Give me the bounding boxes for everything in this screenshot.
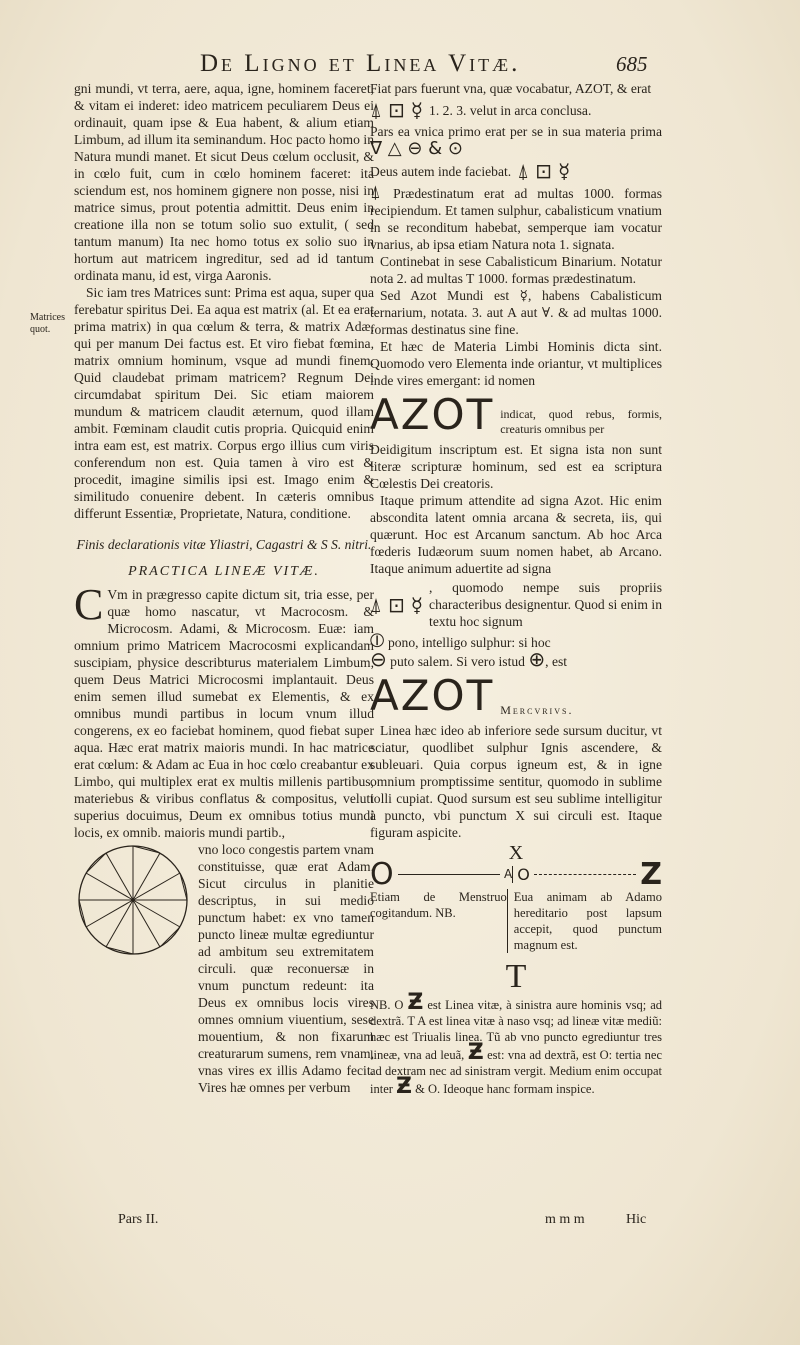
square-cross-icon: ⊡ xyxy=(388,98,405,122)
right-paragraph-8: Linea hæc ideo ab inferiore sede sursum ducitur, vt sciatur, quodlibet sulphur Ignis ascendere, & subleuari. Quia corpus igneum est, & in igne omnium promptissime sentitur, quomodo in sublime tolli cupiat. Quod sursum est seu sublime intelligitur à puncto, vbi punctum X sui circuli est. Itaque figuram aspicite. xyxy=(370,723,662,840)
left-paragraph-2: Sic iam tres Matrices sunt: Prima est aqua, super qua ferebatur spiritus Dei. Ea aqua est matrix (al. Et ea erat prima matrix) in qua cœlum & terra, & matrix Adæ, qui per manum Dei factus est. Et viro fiebat fœmina, matrix omnium hominum, vsque ad mundi finem. Quid claudebat primam matricem? Regnum Dei circumdabat spiritum Dei. Sic etiam maiorem mundum & matricem claudit æternum, quod illam ambit. Fœminam claudit cutis propria. Quicquid enim intra eam est, est matrix. Corpus ergo illius cum viris conferendum non est. Quia tamen à viro est & procedit, imagine similis ipsi est. Imago enim & similitudo conuenire debent. In cæteris omnibus differunt Essentiæ, Proprietate, Natura, conditione. xyxy=(74,285,374,521)
right-paragraph-9c: est: vna ad dextrã, est O: tertia nec ad dextram nec ad sinistram vergit. Medium enim occupat inter xyxy=(370,1048,662,1096)
mercurius-label: Mercvrivs. xyxy=(500,703,574,717)
sulphur-circle-icon: ⦶ xyxy=(370,628,385,652)
right-paragraph-9d: & O. Ideoque hanc formam inspice. xyxy=(415,1082,595,1096)
salt-circle-icon: ⊖ xyxy=(370,647,387,671)
square-cross-icon-2: ⊡ xyxy=(535,159,552,183)
right-paragraph-1b: 1. 2. 3. velut in arca conclusa. xyxy=(429,102,592,118)
large-t-letter: T xyxy=(505,958,527,995)
left-paragraph-3 xyxy=(74,580,374,841)
running-title: De Ligno et Linea Vitæ. xyxy=(200,50,521,77)
right-paragraph-7c-text: pono, intelligo sulphur: si hoc xyxy=(387,635,551,650)
right-paragraph-4: Sed Azot Mundi est ☿, habens Cabalisticum ternarium, notata. 3. aut A aut ∀. & ad multas 1000. formas destinatus sine fine. xyxy=(370,288,662,337)
right-paragraph-9a: NB. O xyxy=(370,998,404,1012)
right-paragraph-1c-text: Pars ea vnica primo erat per se in sua materia prima xyxy=(370,124,662,139)
right-paragraph-1a: Fiat pars fuerunt vna, quæ vocabatur, AZOT, & erat xyxy=(370,81,652,96)
azot-large-word: AZOT xyxy=(370,390,495,439)
right-column xyxy=(370,80,662,1097)
alchemical-symbol-row-3 xyxy=(370,579,662,630)
section-title: PRACTICA LINEÆ VITÆ. xyxy=(128,564,320,579)
right-paragraph-9b: est Linea vitæ, à sinistra aure hominis vsq; ad dextrã. T A est linea vitæ à naso vsq; ad lineæ vitæ mediũ: hæc est Triualis linea. Tũ ab vno puncto egrediuntur tres lineæ, vna ad leuã, xyxy=(370,998,662,1062)
right-paragraph-7d xyxy=(370,647,662,671)
right-paragraph-2 xyxy=(370,184,662,253)
right-paragraph-5: Et hæc de Materia Limbi Hominis dicta sint. Quomodo vero Elementa inde oriantur, vt multiplices inde vires emergant: id nomen xyxy=(370,339,662,388)
right-paragraph-3: Continebat in sese Cabalisticum Binarium. Notatur nota 2. ad multas T 1000. formas prædestinatum. xyxy=(370,254,662,286)
diagram-x-label: X xyxy=(508,842,524,864)
mercury-icon-2: ☿ xyxy=(557,159,571,183)
alchemical-symbol-row-1 xyxy=(370,99,662,121)
signature-mmm: m m m xyxy=(545,1212,585,1227)
right-paragraph-7d-text: puto salem. Si vero istud xyxy=(390,654,525,669)
azot-mercurius-row xyxy=(370,671,662,720)
diagram-right-z: Z xyxy=(640,857,663,892)
azot-heading-row xyxy=(370,390,662,439)
margin-note: Matrices quot. xyxy=(30,312,65,335)
sulphur-icon: ⍋ xyxy=(370,182,394,203)
mercury-circle-icon: ⊕ xyxy=(528,647,546,671)
line-diagram xyxy=(370,857,663,892)
zeta-symbol-icon-3: Ƶ xyxy=(396,1074,412,1099)
left-column xyxy=(74,80,374,1096)
right-paragraph-7: Itaque primum attendite ad signa Azot. Hic enim abscondita latent omnia arcana & secreta, iis, qui quærunt. Hoc est Arcanum sanctum. Ab hoc Arca fœderis Iudæorum suum nomen habet, ab Arcano. Itaque animum aduertite ad signa xyxy=(370,493,662,576)
right-paragraph-6: Deidigitum inscriptum est. Et signa ista non sunt literæ scripturæ hominum, sed est ea scriptura Cœlestis Dei creatoris. xyxy=(370,442,662,491)
split-right: Eua animam ab Adamo hereditario post lapsum accepit, quod punctum magnum est. xyxy=(507,889,662,953)
diagram-left-circle: O xyxy=(370,857,394,892)
mercury-icon-3: ☿ xyxy=(410,592,424,617)
right-paragraph-9 xyxy=(370,990,662,1099)
page-number: 685 xyxy=(616,52,648,76)
right-paragraph-2-text: Prædestinatum erat ad multas 1000. formas recipiendum. Et tamen sulphur, cabalisticum vnatium in se reconditum habebat, semperque iam vocatur vnarius, ab ipsa etiam Natura nota 1. signata. xyxy=(370,186,662,252)
circle-diagram-icon xyxy=(74,841,192,959)
square-cross-icon-3: ⊡ xyxy=(388,592,405,617)
triangle-cross-icon-2: ⍋ xyxy=(517,159,530,183)
right-paragraph-1c xyxy=(370,123,662,158)
catchword: Hic xyxy=(626,1212,647,1227)
diagram-mid-o: O xyxy=(512,866,530,883)
page-footer xyxy=(0,1212,800,1236)
right-paragraph-1d: Deus autem inde faciebat. xyxy=(370,163,512,179)
azot-large-word-2: AZOT xyxy=(370,671,495,720)
left-paragraph-3-text: Vm in prægresso capite dictum sit, tria esse, per quæ homo nascatur, vt Macrocosm. & Microcosm. Adami, & Microcosm. Euæ: iam omnium primo Matricem Macrocosmi explicandam suscipiam, physice describturus materialem Limbum, quem Deus Matrici Microcosmi implantauit. Deus enim semen illud sumebat ex Elementis, & ex omnibus mundi partibus in locum vnum illud congerens, ex eo faciebat hominem, quod fiebat super aqua. Hæc erat matrix maioris mundi. In hac matrice erat cœlum: & Adam ac Eua in hoc cœlo creabantur ex Limbo, qui multiplex erat ex multis millenis partibus, materiebus & viribus conflatus & compositus, veluti superius docuimus, Deum ex omnibus totius mundi locis, ex omnib. maioris mundi partib., xyxy=(74,587,374,840)
signature-mark: Pars II. xyxy=(118,1212,159,1227)
earth-fire-symbols-icon: ∇ △ ⊖ & ⊙ xyxy=(370,138,463,159)
right-paragraph-7b: , quomodo nempe suis propriis characteribus designentur. Quod si enim in textu hoc signum xyxy=(429,580,662,629)
right-paragraph-7e-text: , est xyxy=(545,654,568,669)
zeta-symbol-icon: Ƶ xyxy=(407,990,424,1015)
diagram-mid-a: A xyxy=(504,867,513,881)
zeta-symbol-icon-2: Ƶ xyxy=(467,1040,484,1065)
diagram-right-line xyxy=(534,874,636,875)
triangle-cross-icon: ⍋ xyxy=(370,98,382,122)
wheel-section xyxy=(74,841,374,1096)
alchemical-symbol-row-2 xyxy=(370,160,662,182)
mercury-icon: ☿ xyxy=(410,98,424,122)
diagram-left-line xyxy=(398,874,500,875)
split-left: Etiam de Menstruo cogitandum. NB. xyxy=(370,890,507,920)
dropcap: C xyxy=(74,580,104,629)
triangle-cross-icon-3: ⍋ xyxy=(370,592,382,617)
left-paragraph-1: gni mundi, vt terra, aere, aqua, igne, hominem faceret, & vitam ei inderet: ideo matricem peculiarem Deus ei ordinauit, quam ipse & Eua habent, & alium etiam Limbum, ad illum ita seminandum. Hoc pacto homo in Natura mundi manet. Et sicut Deus cœlum occlusit, & in cœlo fuit, cum in cœlo hominem faceret: ita sciendum est, nos hominem gignere non posse, nisi in matrice simus, prout potentia admittit. Deus enim in creatione illa non se totum solio suo extulit, ( sed tantum manum) Ita nec homo totus ex solio suo in hortum aut matricem ingreditur, sed ad id tantum ordinata manu, id est, virga Aaronis. xyxy=(74,81,374,283)
split-note xyxy=(370,889,662,953)
azot-side-text: indicat, quod rebus, formis, creaturis omnibus per xyxy=(500,407,662,436)
right-paragraph-7c xyxy=(370,628,662,652)
finis-note: Finis declarationis vitæ Yliastri, Cagastri & S S. nitri. xyxy=(76,537,372,552)
left-paragraph-4: vno loco congestis partem vnam constituisse, quæ erat Adam. Sicut circulus in planitie descriptus, in sui medio punctum habet: ex vno tamen puncto lineæ multæ egrediuntur ad ambitum seu extremitatem circuli. quæ reconuersæ in vnum punctum redeunt: ita Deus ex omnibus locis vires omnes omnium viuentium, sese mouentium, & non fixarum creaturarum sumens, rem vnam, vnas vires ex illis Adamo fecit. Vires hæ omnes per verbum xyxy=(198,842,374,1095)
